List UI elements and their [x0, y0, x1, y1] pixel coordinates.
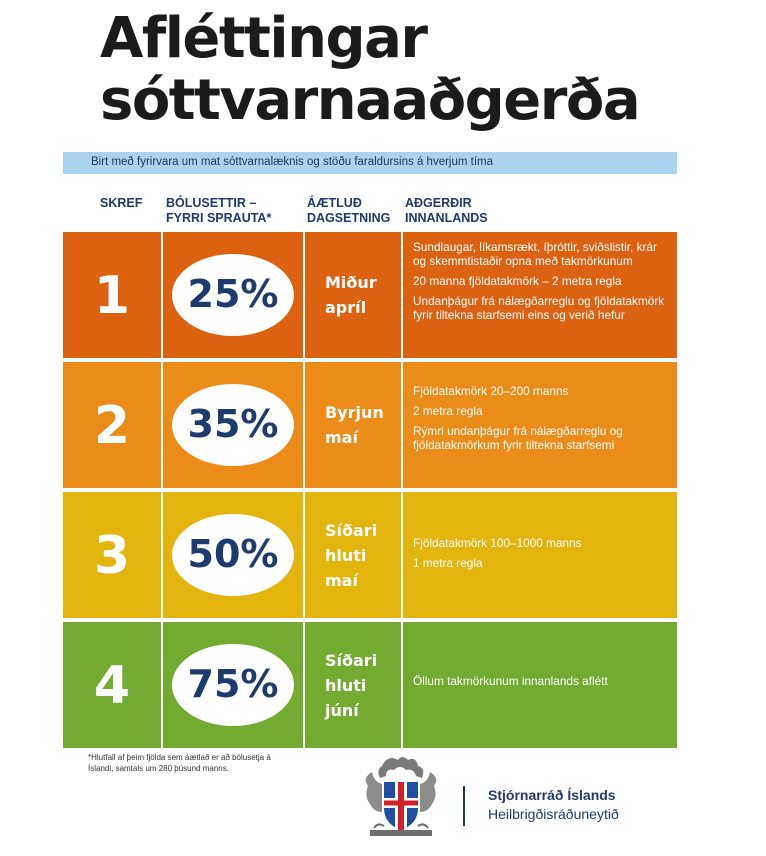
- date-cell: [305, 492, 401, 618]
- date-cell: [305, 232, 401, 358]
- action-item: Undanþágur frá nálægðarreglu og fjöldatakmörk fyrir tiltekna starfsemi eins og verið hefur: [413, 294, 665, 322]
- header-vaccinated-line1: BÓLUSETTIR –: [166, 196, 257, 210]
- actions-list: [413, 674, 671, 694]
- percent-oval: [172, 644, 294, 726]
- action-item: Sundlaugar, líkamsrækt, íþróttir, sviðslistir, krár og skemmtistaðir opna með takmörkunum: [413, 240, 657, 268]
- step-number: 4: [93, 656, 131, 716]
- step-cell: [63, 362, 161, 488]
- action-item: Fjöldatakmörk 20–200 manns: [413, 384, 569, 398]
- ministry-name: Heilbrigðisráðuneytið: [488, 806, 619, 822]
- percent-value: 75%: [187, 662, 279, 706]
- actions-list: [413, 240, 671, 328]
- header-date: [307, 196, 390, 226]
- date-line-2: hluti: [325, 546, 367, 565]
- header-date-line2: DAGSETNING: [307, 211, 391, 225]
- actions-cell: [403, 492, 677, 618]
- date-text: [325, 400, 401, 450]
- date-cell: [305, 622, 401, 748]
- header-date-line1: ÁÆTLUÐ: [307, 196, 362, 210]
- date-text: [325, 518, 401, 593]
- step-cell: [63, 232, 161, 358]
- date-text: [325, 648, 401, 723]
- date-line-2: maí: [325, 428, 358, 447]
- percent-oval: [172, 254, 294, 336]
- subtitle-bar: [63, 152, 677, 174]
- org-name: Stjórnarráð Íslands: [488, 787, 616, 803]
- step-row-3: [63, 492, 677, 618]
- date-line-1: Byrjun: [325, 403, 384, 422]
- step-cell: [63, 492, 161, 618]
- step-cell: [63, 622, 161, 748]
- title-line-1: Afléttingar: [100, 6, 427, 71]
- percent-value: 25%: [187, 272, 279, 316]
- action-item: 1 metra regla: [413, 556, 483, 570]
- step-row-2: [63, 362, 677, 488]
- percent-oval: [172, 384, 294, 466]
- actions-list: [413, 536, 671, 576]
- action-item: 2 metra regla: [413, 404, 483, 418]
- percent-oval: [172, 514, 294, 596]
- action-item: Rýmri undanþágur frá nálægðarreglu og fjöldatakmörkum fyrir tiltekna starfsemi: [413, 424, 623, 452]
- date-line-1: Miður: [325, 273, 377, 292]
- date-line-3: maí: [325, 571, 358, 590]
- coat-of-arms-icon: [360, 752, 442, 840]
- date-line-1: Síðari: [325, 651, 378, 670]
- date-cell: [305, 362, 401, 488]
- vaccinated-cell: [163, 622, 303, 748]
- action-item: Öllum takmörkunum innanlands aflétt: [413, 674, 608, 688]
- header-actions-line1: AÐGERÐIR: [405, 196, 472, 210]
- actions-list: [413, 384, 671, 458]
- vaccinated-cell: [163, 492, 303, 618]
- step-row-1: [63, 232, 677, 358]
- step-number: 3: [93, 526, 131, 586]
- date-line-2: apríl: [325, 298, 367, 317]
- actions-cell: [403, 232, 677, 358]
- header-actions-line2: INNANLANDS: [405, 211, 488, 225]
- action-item: Fjöldatakmörk 100–1000 manns: [413, 536, 582, 550]
- date-text: [325, 270, 401, 320]
- percent-value: 50%: [187, 532, 279, 576]
- vaccinated-cell: [163, 232, 303, 358]
- step-row-4: [63, 622, 677, 748]
- footnote: *Hlutfall af þeim fjölda sem áætlað er að bólusetja á Íslandi, samtals um 280 þúsund manns.: [88, 753, 271, 773]
- step-number: 2: [93, 396, 131, 456]
- header-vaccinated-line2: FYRRI SPRAUTA*: [166, 211, 272, 225]
- actions-cell: [403, 362, 677, 488]
- title-line-2: sóttvarnaaðgerða: [100, 68, 640, 133]
- step-number: 1: [93, 266, 131, 326]
- percent-value: 35%: [187, 402, 279, 446]
- actions-cell: [403, 622, 677, 748]
- header-vaccinated: [166, 196, 271, 226]
- vaccinated-cell: [163, 362, 303, 488]
- page-title: [100, 8, 660, 132]
- divider: [463, 786, 465, 826]
- date-line-3: júní: [325, 701, 359, 720]
- date-line-2: hluti: [325, 676, 367, 695]
- header-actions: [405, 196, 488, 226]
- action-item: 20 manna fjöldatakmörk – 2 metra regla: [413, 274, 622, 288]
- subtitle-text: Birt með fyrirvara um mat sóttvarnalæknis og stöðu faraldursins á hverjum tíma: [91, 156, 494, 168]
- date-line-1: Síðari: [325, 521, 378, 540]
- header-step: SKREF: [100, 196, 143, 210]
